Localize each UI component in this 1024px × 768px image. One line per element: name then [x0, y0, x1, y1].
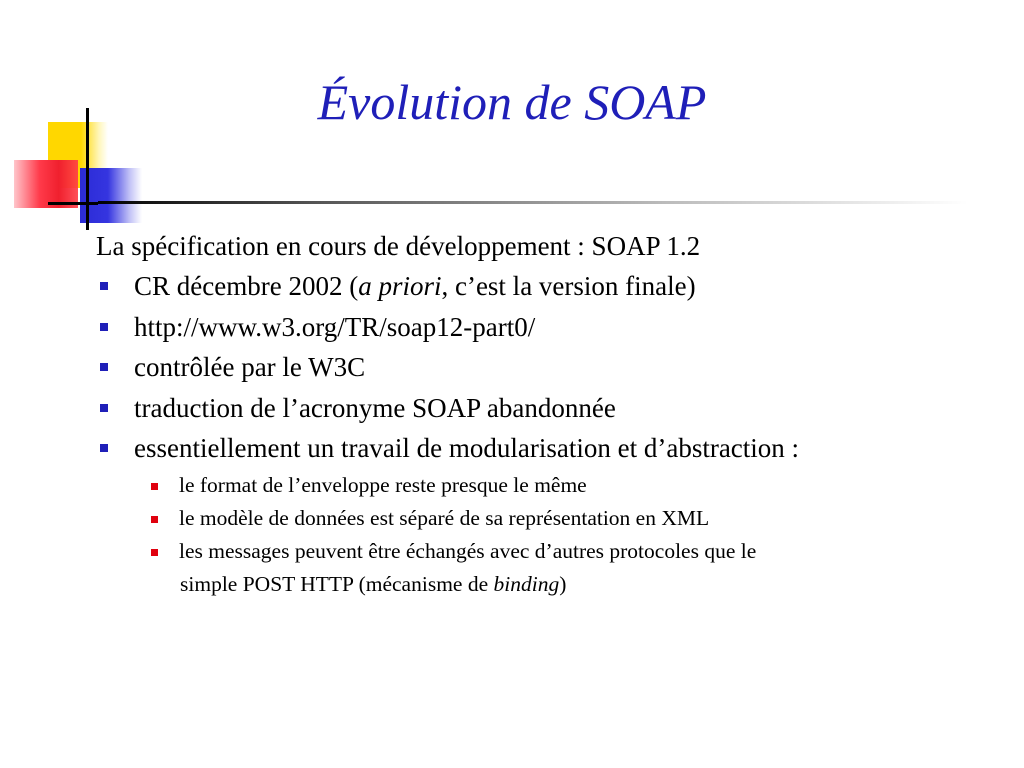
bullet-text-part: , c’est la version finale)	[441, 271, 696, 301]
square-bullet-icon	[100, 363, 108, 371]
bullet-text-url: http://www.w3.org/TR/soap12-part0/	[134, 311, 536, 342]
square-bullet-icon	[100, 323, 108, 331]
intro-line: La spécification en cours de développement : SOAP 1.2	[96, 231, 701, 261]
bullet-item	[96, 307, 996, 348]
sub-bullet-text: le format de l’enveloppe reste presque le même	[179, 472, 587, 497]
sub-bullet-item	[96, 469, 996, 502]
bullet-text-italic: a priori	[358, 271, 442, 301]
square-bullet-icon	[100, 444, 108, 452]
bullet-text: contrôlée par le W3C	[134, 352, 366, 382]
short-horizontal-line-decoration	[48, 202, 98, 205]
sub-bullet-text: les messages peuvent être échangés avec d’autres protocoles que le	[179, 538, 757, 563]
sub-bullet-item	[96, 502, 996, 535]
bullet-text: essentiellement un travail de modularisation et d’abstraction :	[134, 433, 800, 463]
bullet-item	[96, 428, 996, 469]
square-bullet-icon	[151, 483, 158, 490]
bullet-item	[96, 347, 996, 388]
sub-bullet-continuation	[96, 568, 996, 601]
sub-bullet-text-part: simple POST HTTP (mécanisme de	[180, 571, 494, 596]
square-bullet-icon	[100, 282, 108, 290]
square-bullet-icon	[151, 516, 158, 523]
sub-bullet-text: le modèle de données est séparé de sa représentation en XML	[179, 505, 710, 530]
square-bullet-icon	[100, 404, 108, 412]
bullet-text-part: CR décembre 2002 (	[134, 271, 359, 301]
square-bullet-icon	[151, 549, 158, 556]
bullet-item	[96, 388, 996, 429]
blue-square-decoration	[80, 168, 142, 223]
slide-title: Évolution de SOAP	[317, 74, 707, 130]
sub-bullet-item	[96, 535, 996, 568]
red-square-decoration	[14, 160, 78, 208]
bullet-text: traduction de l’acronyme SOAP abandonnée	[134, 392, 616, 423]
bullet-item	[96, 266, 996, 307]
sub-bullet-text-italic: binding	[493, 571, 560, 596]
slide-body	[96, 226, 996, 601]
title-underline-rule	[98, 201, 968, 204]
sub-bullet-text-part: )	[559, 571, 567, 596]
